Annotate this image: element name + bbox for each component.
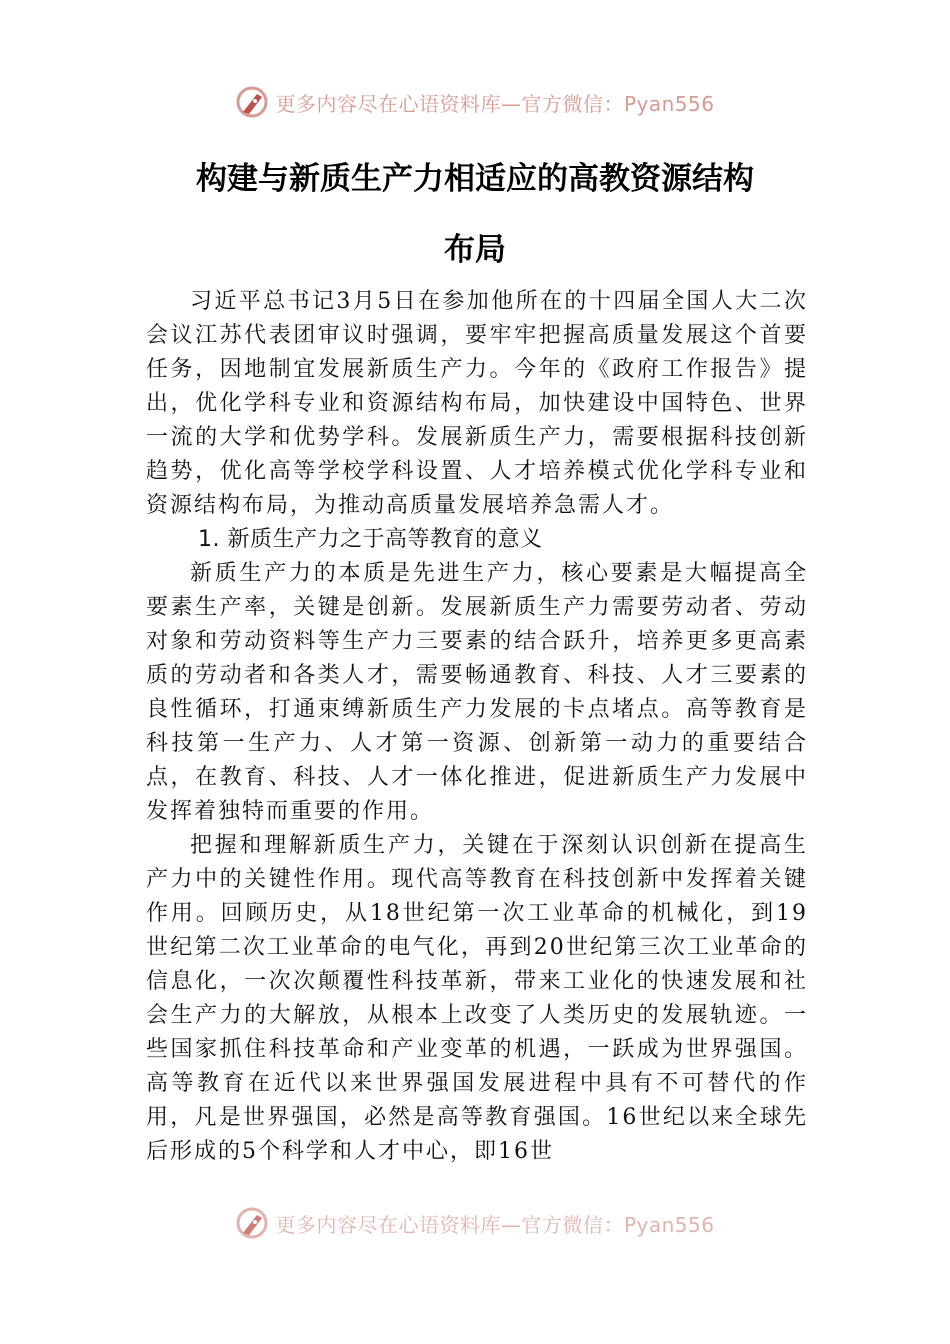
document-title-line-2: 布局 <box>444 232 506 268</box>
fountain-pen-nib-icon <box>235 85 269 119</box>
document-title-line-1: 构建与新质生产力相适应的高教资源结构 <box>196 161 754 197</box>
paragraph: 习近平总书记3月5日在参加他所在的十四届全国人大二次会议江苏代表团审议时强调，要牢牢把握高质量发展这个首要任务，因地制宜发展新质生产力。今年的《政府工作报告》提出，优化学科专业和资源结构布局，加快建设中国特色、世界一流的大学和优势学科。发展新质生产力，需要根据科技创新趋势，优化高等学校学科设置、人才培养模式优化学科专业和资源结构布局，为推动高质量发展培养急需人才。 <box>146 289 808 518</box>
fountain-pen-nib-icon <box>235 1206 269 1240</box>
header-watermark-banner <box>0 82 950 122</box>
watermark-text: 更多内容尽在心语资料库—官方微信：Pyan556 <box>275 91 715 116</box>
document-body <box>146 285 808 1169</box>
section-heading: 1. 新质生产力之于高等教育的意义 <box>198 527 543 552</box>
paragraph: 把握和理解新质生产力，关键在于深刻认识创新在提高生产力中的关键性作用。现代高等教育在科技创新中发挥着关键作用。回顾历史，从18世纪第一次工业革命的机械化，到19世纪第二次工业革命的电气化，再到20世纪第三次工业革命的信息化，一次次颠覆性科技革新，带来工业化的快速发展和社会生产力的大解放，从根本上改变了人类历史的发展轨迹。一些国家抓住科技革命和产业变革的机遇，一跃成为世界强国。高等教育在近代以来世界强国发展进程中具有不可替代的作用，凡是世界强国，必然是高等教育强国。16世纪以来全球先后形成的5个科学和人才中心，即16世 <box>146 833 808 1164</box>
paragraph: 新质生产力的本质是先进生产力，核心要素是大幅提高全要素生产率，关键是创新。发展新质生产力需要劳动者、劳动对象和劳动资料等生产力三要素的结合跃升，培养更多更高素质的劳动者和各类人才，需要畅通教育、科技、人才三要素的良性循环，打通束缚新质生产力发展的卡点堵点。高等教育是科技第一生产力、人才第一资源、创新第一动力的重要结合点，在教育、科技、人才一体化推进，促进新质生产力发展中发挥着独特而重要的作用。 <box>146 561 808 824</box>
watermark-text: 更多内容尽在心语资料库—官方微信：Pyan556 <box>275 1212 715 1237</box>
footer-watermark-banner <box>0 1203 950 1243</box>
